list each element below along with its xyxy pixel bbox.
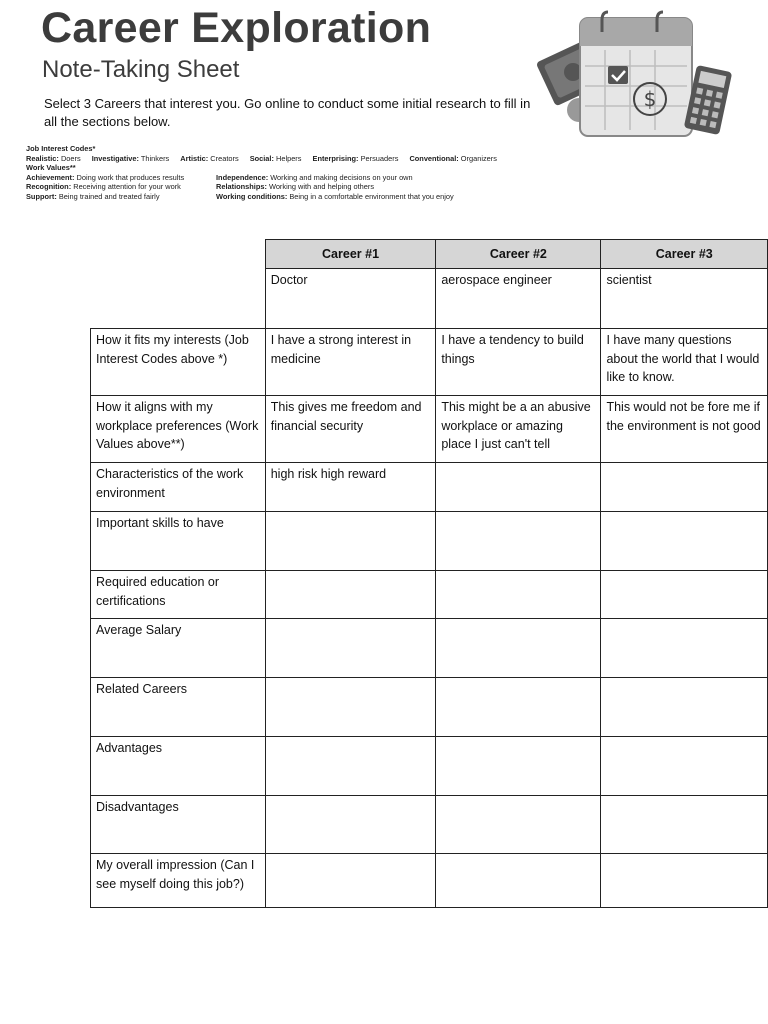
value-text: Being trained and treated fairly (58, 191, 160, 201)
table-row (91, 396, 768, 463)
table-cell[interactable] (265, 796, 436, 854)
table-cell[interactable] (436, 854, 601, 908)
table-cell[interactable] (601, 854, 768, 908)
table-cell[interactable] (265, 619, 436, 678)
code-label: Investigative: (91, 153, 139, 163)
value-label: Independence: (216, 172, 269, 182)
table-cell[interactable] (436, 463, 601, 512)
code-label: Artistic: (180, 153, 209, 163)
table-cell[interactable]: high risk high reward (265, 463, 436, 512)
column-header-career-1: Career #1 (265, 240, 436, 269)
table-cell[interactable] (265, 678, 436, 737)
row-label: Characteristics of the work environment (91, 463, 266, 512)
value-text: Working and making decisions on your own (270, 172, 413, 182)
table-cell[interactable]: This gives me freedom and financial security (265, 396, 436, 463)
value-label: Working conditions: (216, 191, 288, 201)
code-value: Creators (210, 153, 239, 163)
column-header-career-2: Career #2 (436, 240, 601, 269)
calendar-money-illustration (535, 8, 735, 138)
table-row (91, 619, 768, 678)
table-row (91, 571, 768, 619)
value-label: Achievement: (26, 172, 75, 182)
codes-legend (26, 144, 526, 202)
table-cell[interactable] (601, 571, 768, 619)
table-cell[interactable] (601, 619, 768, 678)
value-text: Working with and helping others (268, 182, 375, 192)
code-value: Helpers (276, 153, 302, 163)
table-cell[interactable] (436, 737, 601, 796)
table-cell[interactable] (436, 512, 601, 571)
career-name-cell[interactable]: scientist (601, 269, 768, 329)
table-cell[interactable] (601, 512, 768, 571)
table-header-row (91, 240, 768, 269)
row-label: My overall impression (Can I see myself doing this job?) (91, 854, 266, 908)
table-cell[interactable] (265, 512, 436, 571)
career-name-cell[interactable]: aerospace engineer (436, 269, 601, 329)
page-title: Career Exploration (41, 4, 432, 52)
row-label: Important skills to have (91, 512, 266, 571)
table-cell[interactable]: I have a strong interest in medicine (265, 329, 436, 396)
code-value: Organizers (460, 153, 497, 163)
career-name-cell[interactable]: Doctor (265, 269, 436, 329)
table-row (91, 512, 768, 571)
page-subtitle: Note-Taking Sheet (42, 56, 240, 83)
work-values-row (26, 192, 526, 202)
code-label: Social: (249, 153, 274, 163)
table-cell[interactable] (601, 678, 768, 737)
row-label: Average Salary (91, 619, 266, 678)
work-values-row (26, 173, 526, 183)
table-cell[interactable] (265, 571, 436, 619)
row-label: How it fits my interests (Job Interest Codes above *) (91, 329, 266, 396)
code-label: Realistic: (26, 153, 59, 163)
value-text: Receiving attention for your work (73, 182, 181, 192)
table-cell[interactable] (601, 737, 768, 796)
table-cell[interactable] (436, 678, 601, 737)
value-text: Doing work that produces results (76, 172, 185, 182)
blank-corner (91, 240, 266, 269)
table-row (91, 796, 768, 854)
table-cell[interactable] (436, 619, 601, 678)
table-cell[interactable] (436, 796, 601, 854)
table-cell[interactable]: This would not be fore me if the environment is not good (601, 396, 768, 463)
table-row (91, 678, 768, 737)
table-row (91, 737, 768, 796)
code-value: Doers (60, 153, 81, 163)
value-text: Being in a comfortable environment that you enjoy (289, 191, 454, 201)
row-label: Advantages (91, 737, 266, 796)
job-interest-codes-header: Job Interest Codes* (26, 144, 96, 153)
column-header-career-3: Career #3 (601, 240, 768, 269)
checkmark-icon (608, 66, 628, 84)
table-cell[interactable]: I have a tendency to build things (436, 329, 601, 396)
work-values-row (26, 182, 526, 192)
table-cell[interactable] (601, 796, 768, 854)
row-label: Required education or certifications (91, 571, 266, 619)
table-row (91, 329, 768, 396)
table-row (91, 463, 768, 512)
work-values-header: Work Values** (26, 163, 76, 173)
table-cell[interactable] (265, 737, 436, 796)
code-label: Conventional: (409, 153, 459, 163)
value-label: Relationships: (216, 182, 267, 192)
table-cell[interactable] (601, 463, 768, 512)
code-value: Persuaders (360, 153, 399, 163)
career-table (90, 239, 768, 908)
job-interest-codes-row (26, 154, 526, 164)
svg-text:$: $ (643, 87, 657, 111)
table-cell[interactable] (265, 854, 436, 908)
table-cell[interactable]: I have many questions about the world that I would like to know. (601, 329, 768, 396)
value-label: Support: (26, 191, 57, 201)
calendar-icon (580, 12, 692, 136)
code-label: Enterprising: (312, 153, 359, 163)
table-cell[interactable]: This might be a an abusive workplace or amazing place I just can't tell (436, 396, 601, 463)
code-value: Thinkers (140, 153, 170, 163)
blank-label (91, 269, 266, 329)
value-label: Recognition: (26, 182, 72, 192)
row-label: Related Careers (91, 678, 266, 737)
table-row (91, 854, 768, 908)
instructions-text: Select 3 Careers that interest you. Go online to conduct some initial research to fill in all the sections below. (44, 96, 531, 129)
row-label: How it aligns with my workplace preferences (Work Values above**) (91, 396, 266, 463)
table-cell[interactable] (436, 571, 601, 619)
career-name-row (91, 269, 768, 329)
row-label: Disadvantages (91, 796, 266, 854)
